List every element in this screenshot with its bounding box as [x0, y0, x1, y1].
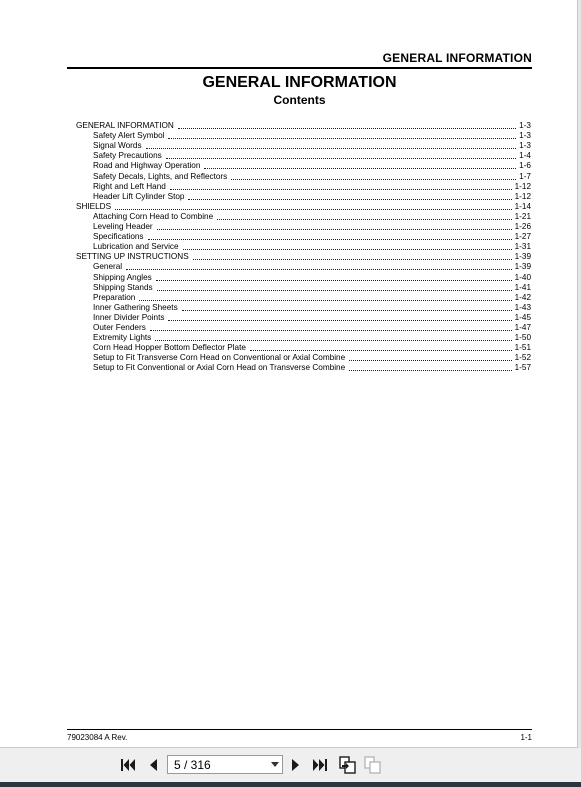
toc-entry[interactable] [76, 222, 531, 232]
toc-entry[interactable] [76, 262, 531, 272]
toc-entry-label: Preparation [93, 292, 136, 302]
next-page-icon [290, 758, 302, 772]
toc-entry-page: 1-50 [514, 333, 531, 343]
toc-leader-dots [168, 138, 516, 139]
toc-leader-dots [157, 229, 512, 230]
prev-page-icon [147, 758, 159, 772]
toc-leader-dots [193, 259, 512, 260]
toc-entry-page: 1-39 [514, 262, 531, 272]
toc-entry[interactable] [76, 353, 531, 363]
last-page-button[interactable] [310, 755, 330, 775]
toc-entry-page: 1-3 [519, 141, 531, 151]
prev-page-button[interactable] [143, 755, 163, 775]
toc-leader-dots [150, 330, 512, 331]
toc-entry[interactable] [76, 121, 531, 131]
toc-entry[interactable] [76, 303, 531, 313]
toc-entry-page: 1-39 [514, 252, 531, 262]
toc-entry-label: Road and Highway Operation [93, 161, 201, 171]
toc-entry-label: Outer Fenders [93, 322, 146, 332]
toc-entry-label: Safety Precautions [93, 151, 162, 161]
document-code: 79023084 A Rev. [67, 733, 128, 742]
footer-divider [67, 729, 532, 730]
toc-leader-dots [217, 219, 511, 220]
toc-leader-dots [349, 360, 511, 361]
last-page-icon [312, 758, 328, 772]
toc-leader-dots [168, 320, 511, 321]
toc-entry-label: Signal Words [93, 141, 142, 151]
toc-leader-dots [146, 148, 517, 149]
toc-entry-label: Setup to Fit Transverse Corn Head on Conventional or Axial Combine [93, 353, 346, 363]
toc-leader-dots [126, 269, 511, 270]
toc-entry-page: 1-42 [514, 292, 531, 302]
toc-entry-label: SETTING UP INSTRUCTIONS [76, 252, 189, 262]
page-number-select[interactable] [167, 755, 283, 774]
toc-leader-dots [148, 239, 512, 240]
toc-entry[interactable] [76, 131, 531, 141]
toc-entry[interactable] [76, 363, 531, 373]
toc-entry[interactable] [76, 202, 531, 212]
toc-entry-page: 1-6 [519, 161, 531, 171]
toc-entry-label: Header Lift Cylinder Stop [93, 191, 185, 201]
toc-leader-dots [170, 189, 512, 190]
toc-leader-dots [166, 158, 516, 159]
toc-entry[interactable] [76, 343, 531, 353]
toc-entry-page: 1-7 [519, 171, 531, 181]
toc-entry[interactable] [76, 293, 531, 303]
toc-entry-label: General [93, 262, 123, 272]
toc-entry[interactable] [76, 232, 531, 242]
toc-leader-dots [231, 179, 516, 180]
toc-entry-page: 1-43 [514, 302, 531, 312]
toc-entry-page: 1-47 [514, 322, 531, 332]
page-indicator-text: 5 / 316 [174, 757, 211, 772]
toc-entry-label: SHIELDS [76, 201, 112, 211]
toc-entry[interactable] [76, 182, 531, 192]
toc-entry-page: 1-51 [514, 343, 531, 353]
toc-entry-label: Extremity Lights [93, 333, 152, 343]
toc-entry-page: 1-12 [514, 191, 531, 201]
toc-entry-label: Safety Alert Symbol [93, 131, 165, 141]
toc-entry-page: 1-45 [514, 312, 531, 322]
page-title: GENERAL INFORMATION [202, 74, 397, 91]
toc-entry-label: Safety Decals, Lights, and Reflectors [93, 171, 228, 181]
first-page-icon [120, 758, 136, 772]
toc-leader-dots [155, 340, 511, 341]
toc-entry-label: Corn Head Hopper Bottom Deflector Plate [93, 343, 246, 353]
toc-leader-dots [183, 249, 512, 250]
toc-entry-page: 1-4 [519, 151, 531, 161]
table-of-contents [76, 121, 531, 373]
toc-entry-page: 1-26 [514, 222, 531, 232]
toc-entry[interactable] [76, 161, 531, 171]
toc-entry[interactable] [76, 141, 531, 151]
toc-leader-dots [349, 370, 511, 371]
toc-entry-page: 1-3 [519, 121, 531, 131]
page-number: 1-1 [520, 733, 532, 742]
toc-entry-page: 1-27 [514, 232, 531, 242]
toc-leader-dots [188, 199, 511, 200]
toc-entry-label: Inner Gathering Sheets [93, 302, 178, 312]
toc-entry[interactable] [76, 313, 531, 323]
toc-entry[interactable] [76, 171, 531, 181]
toc-entry-label: Inner Divider Points [93, 312, 165, 322]
toc-entry-page: 1-41 [514, 282, 531, 292]
toc-entry-page: 1-3 [519, 131, 531, 141]
toc-entry-label: Lubrication and Service [93, 242, 179, 252]
toc-entry[interactable] [76, 151, 531, 161]
single-page-view-button[interactable] [338, 755, 358, 775]
page-subtitle: Contents [273, 93, 326, 107]
toc-entry[interactable] [76, 242, 531, 252]
toc-entry-label: Setup to Fit Conventional or Axial Corn Head on Transverse Combine [93, 363, 346, 373]
toc-leader-dots [157, 290, 512, 291]
toc-entry-page: 1-40 [514, 272, 531, 282]
toc-entry[interactable] [76, 252, 531, 262]
toc-entry[interactable] [76, 212, 531, 222]
toc-entry[interactable] [76, 272, 531, 282]
toc-leader-dots [115, 209, 512, 210]
two-page-view-button[interactable] [363, 755, 383, 775]
running-header: GENERAL INFORMATION [382, 51, 532, 65]
toc-leader-dots [250, 350, 512, 351]
toc-entry-label: Right and Left Hand [93, 181, 166, 191]
window-bottom-edge [0, 782, 581, 787]
toc-entry-label: Attaching Corn Head to Combine [93, 211, 214, 221]
two-page-view-icon [364, 756, 382, 774]
toc-entry[interactable] [76, 192, 531, 202]
header-divider [67, 67, 532, 69]
toc-entry-label: Shipping Stands [93, 282, 153, 292]
toc-leader-dots [178, 128, 516, 129]
toc-entry[interactable] [76, 333, 531, 343]
toc-entry-label: Shipping Angles [93, 272, 152, 282]
first-page-button[interactable] [118, 755, 138, 775]
toc-entry-page: 1-21 [514, 211, 531, 221]
toc-entry-page: 1-14 [514, 201, 531, 211]
toc-entry-label: Specifications [93, 232, 144, 242]
toc-entry[interactable] [76, 323, 531, 333]
toc-entry-page: 1-12 [514, 181, 531, 191]
chevron-down-icon [268, 762, 282, 767]
toc-entry-page: 1-52 [514, 353, 531, 363]
toc-leader-dots [182, 310, 512, 311]
toc-entry-page: 1-57 [514, 363, 531, 373]
toc-entry-label: Leveling Header [93, 222, 153, 232]
toc-leader-dots [204, 168, 516, 169]
next-page-button[interactable] [286, 755, 306, 775]
toc-entry[interactable] [76, 283, 531, 293]
toc-entry-label: GENERAL INFORMATION [76, 121, 174, 131]
toc-leader-dots [139, 300, 511, 301]
toc-entry-page: 1-31 [514, 242, 531, 252]
toc-leader-dots [156, 280, 512, 281]
single-page-view-icon [339, 756, 357, 774]
